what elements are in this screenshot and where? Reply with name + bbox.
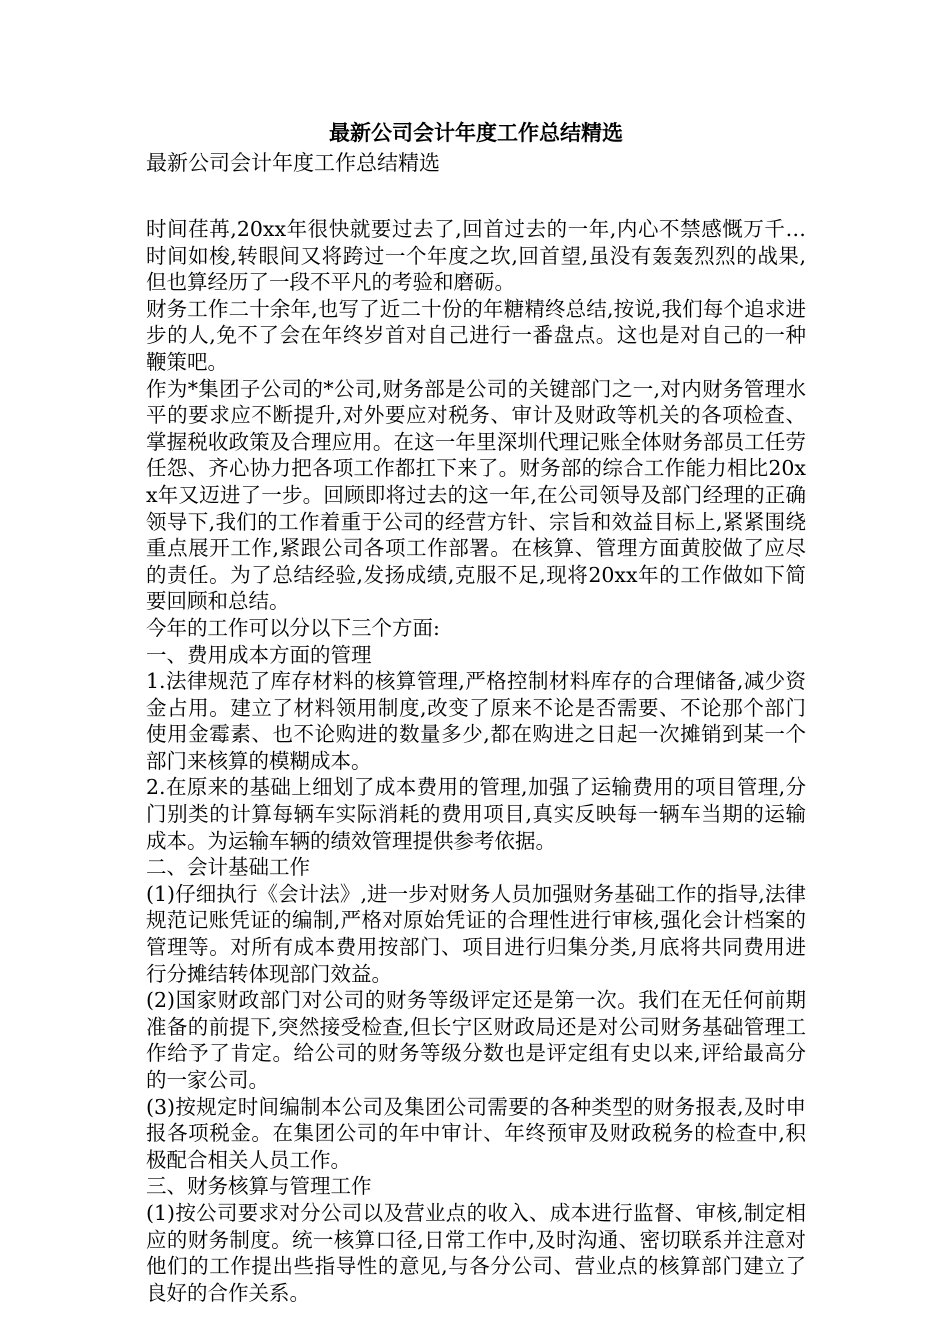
document-title: 最新公司会计年度工作总结精选	[329, 121, 623, 145]
paragraph-basics-1: (1)仔细执行《会计法》,进一步对财务人员加强财务基础工作的指导,法律规范记账凭证的编制,严格对原始凭证的合理性进行审核,强化会计档案的管理等。对所有成本费用按部门、项目进行归集分类,月底将共同费用进行分摊结转体现部门效益。	[146, 881, 806, 986]
section-heading-cost: 一、费用成本方面的管理	[146, 642, 372, 667]
paragraph-overview: 作为*集团子公司的*公司,财务部是公司的关键部门之一,对内财务管理水平的要求应不断提升,对外要应对税务、审计及财政等机关的各项检查、掌握税收政策及合理应用。在这一年里深圳代理记账全体财务部员工任劳任怨、齐心协力把各项工作都扛下来了。财务部的综合工作能力相比20xx年又迈进了一步。回顾即将过去的这一年,在公司领导及部门经理的正确领导下,我们的工作着重于公司的经营方针、宗旨和效益目标上,紧紧围绕重点展开工作,紧跟公司各项工作部署。在核算、管理方面黄胶做了应尽的责任。为了总结经验,发扬成绩,克服不足,现将20xx年的工作做如下简要回顾和总结。	[146, 376, 806, 614]
document-subtitle: 最新公司会计年度工作总结精选	[146, 151, 440, 175]
blank-line	[146, 178, 806, 216]
paragraph-cost-2: 2.在原来的基础上细划了成本费用的管理,加强了运输费用的项目管理,分门别类的计算每辆车实际消耗的费用项目,真实反映每一辆车当期的运输成本。为运输车辆的绩效管理提供参考依据。	[146, 775, 806, 853]
paragraph-reflection: 财务工作二十余年,也写了近二十份的年糖精终总结,按说,我们每个追求进步的人,免不了会在年终岁首对自己进行一番盘点。这也是对自己的一种鞭策吧。	[146, 296, 806, 374]
paragraph-basics-3: (3)按规定时间编制本公司及集团公司需要的各种类型的财务报表,及时申报各项税金。在集团公司的年中审计、年终预审及财政税务的检查中,积极配合相关人员工作。	[146, 1094, 806, 1172]
document-body	[146, 216, 806, 1306]
paragraph-cost-1: 1.法律规范了库存材料的核算管理,严格控制材料库存的合理储备,减少资金占用。建立了材料领用制度,改变了原来不论是否需要、不论那个部门使用金霉素、也不论购进的数量多少,都在购进之日起一次摊销到某一个部门来核算的模糊成本。	[146, 669, 806, 773]
document-page	[146, 118, 806, 1306]
section-lead: 今年的工作可以分以下三个方面:	[146, 615, 440, 640]
section-heading-basics: 二、会计基础工作	[146, 855, 310, 880]
paragraph-intro: 时间荏苒,20xx年很快就要过去了,回首过去的一年,内心不禁感慨万千…时间如梭,转眼间又将跨过一个年度之坎,回首望,虽没有轰轰烈烈的战果,但也算经历了一段不平凡的考验和磨砺。	[146, 217, 806, 295]
paragraph-accounting-1: (1)按公司要求对分公司以及营业点的收入、成本进行监督、审核,制定相应的财务制度。统一核算口径,日常工作中,及时沟通、密切联系并注意对他们的工作提出些指导性的意见,与各分公司、营业点的核算部门建立了良好的合作关系。	[146, 1200, 806, 1305]
section-heading-accounting: 三、财务核算与管理工作	[146, 1174, 372, 1199]
paragraph-basics-2: (2)国家财政部门对公司的财务等级评定还是第一次。我们在无任何前期准备的前提下,突然接受检查,但长宁区财政局还是对公司财务基础管理工作给予了肯定。给公司的财务等级分数也是评定组有史以来,评给最高分的一家公司。	[146, 988, 806, 1092]
